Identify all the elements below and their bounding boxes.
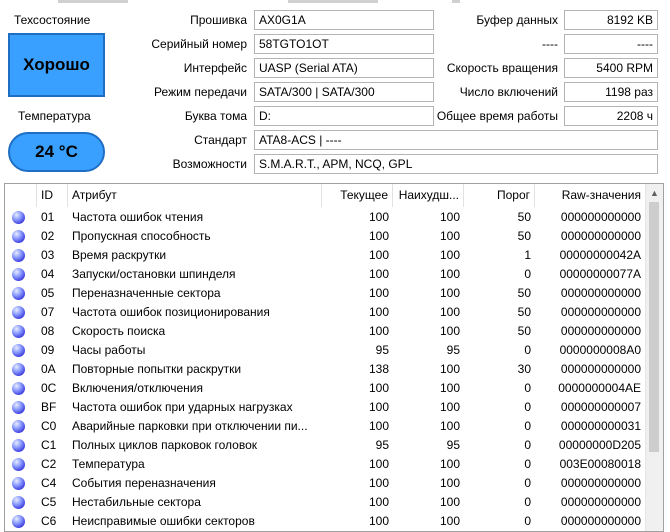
- health-label: Техсостояние: [14, 13, 91, 27]
- power-count-field: 1198 раз: [564, 82, 658, 102]
- table-row[interactable]: [5, 436, 645, 455]
- temperature-label: Температура: [18, 109, 91, 123]
- title-strip-segment: [288, 0, 378, 3]
- cell-raw: 000000000000: [560, 305, 641, 319]
- status-dot-icon: [12, 306, 25, 319]
- cell-current: 138: [368, 362, 389, 376]
- interface-field: UASP (Serial ATA): [254, 58, 434, 78]
- cell-raw: 000000000000: [560, 286, 641, 300]
- transfer-mode-label: Режим передачи: [154, 85, 247, 99]
- power-hours-field: 2208 ч: [564, 106, 658, 126]
- cell-attr: События переназначения: [72, 476, 216, 490]
- cell-current: 100: [368, 324, 389, 338]
- cell-raw: 000000000031: [560, 419, 641, 433]
- cell-worst: 100: [439, 229, 460, 243]
- header-worst[interactable]: Наихудш...: [393, 184, 464, 207]
- cell-attr: Температура: [72, 457, 145, 471]
- status-dot-icon: [12, 496, 25, 509]
- rotation-speed-field: 5400 RPM: [564, 58, 658, 78]
- cell-current: 100: [368, 457, 389, 471]
- status-dot-icon: [12, 344, 25, 357]
- table-row[interactable]: [5, 341, 645, 360]
- title-strip-segment: [58, 0, 128, 3]
- cell-worst: 100: [439, 324, 460, 338]
- cell-threshold: 0: [524, 419, 531, 433]
- table-row[interactable]: [5, 208, 645, 227]
- cell-id: 01: [41, 210, 55, 224]
- temperature-button[interactable]: 24 °C: [8, 132, 105, 172]
- status-dot-icon: [12, 249, 25, 262]
- cell-id: C0: [41, 419, 57, 433]
- table-row[interactable]: [5, 417, 645, 436]
- cell-raw: 0000000004AE: [558, 381, 641, 395]
- table-row[interactable]: [5, 360, 645, 379]
- cell-worst: 100: [439, 495, 460, 509]
- volume-letter-label: Буква тома: [184, 109, 247, 123]
- cell-raw: 00000000042A: [559, 248, 641, 262]
- table-row[interactable]: [5, 227, 645, 246]
- status-dot-icon: [12, 420, 25, 433]
- cell-attr: Аварийные парковки при отключении пи...: [72, 419, 308, 433]
- cell-worst: 100: [439, 362, 460, 376]
- status-dot-icon: [12, 382, 25, 395]
- table-header: [5, 184, 645, 207]
- vertical-scrollbar[interactable]: [645, 184, 663, 531]
- cell-threshold: 0: [524, 438, 531, 452]
- cell-worst: 100: [439, 381, 460, 395]
- cell-worst: 100: [439, 514, 460, 528]
- cell-id: C1: [41, 438, 57, 452]
- cell-current: 100: [368, 495, 389, 509]
- cell-id: C5: [41, 495, 57, 509]
- cell-id: 0A: [41, 362, 56, 376]
- cell-attr: Неисправимые ошибки секторов: [72, 514, 255, 528]
- transfer-mode-field: SATA/300 | SATA/300: [254, 82, 434, 102]
- cell-current: 95: [375, 438, 389, 452]
- cell-worst: 100: [439, 305, 460, 319]
- standard-label: Стандарт: [194, 133, 247, 147]
- cell-attr: Переназначенные сектора: [72, 286, 221, 300]
- cell-worst: 100: [439, 267, 460, 281]
- power-count-label: Число включений: [459, 85, 558, 99]
- interface-label: Интерфейс: [183, 61, 247, 75]
- cell-id: BF: [41, 400, 57, 414]
- cell-worst: 95: [446, 343, 460, 357]
- cell-attr: Пропускная способность: [72, 229, 211, 243]
- cell-worst: 100: [439, 210, 460, 224]
- cell-id: 02: [41, 229, 55, 243]
- cell-current: 100: [368, 400, 389, 414]
- features-field: S.M.A.R.T., APM, NCQ, GPL: [254, 154, 658, 174]
- table-row[interactable]: [5, 398, 645, 417]
- cell-attr: Полных циклов парковок головок: [72, 438, 258, 452]
- table-row[interactable]: [5, 379, 645, 398]
- cell-id: C4: [41, 476, 57, 490]
- status-dot-icon: [12, 515, 25, 528]
- cell-raw: 000000000000: [560, 514, 641, 528]
- buffer-label: Буфер данных: [476, 13, 558, 27]
- cell-attr: Часы работы: [72, 343, 146, 357]
- serial-field: 58TGTO1OT: [254, 34, 434, 54]
- cell-current: 100: [368, 248, 389, 262]
- cell-worst: 100: [439, 400, 460, 414]
- smart-attributes-table: [4, 183, 664, 532]
- cell-threshold: 50: [517, 305, 531, 319]
- cell-current: 100: [368, 229, 389, 243]
- cell-raw: 000000000000: [560, 324, 641, 338]
- power-hours-label: Общее время работы: [436, 109, 558, 123]
- table-row[interactable]: [5, 493, 645, 512]
- cell-id: 03: [41, 248, 55, 262]
- cell-raw: 000000000007: [560, 400, 641, 414]
- cell-id: C2: [41, 457, 57, 471]
- health-status-button[interactable]: Хорошо: [8, 33, 105, 97]
- table-row[interactable]: [5, 474, 645, 493]
- cell-attr: Частота ошибок позиционирования: [72, 305, 270, 319]
- status-dot-icon: [12, 458, 25, 471]
- cell-id: 05: [41, 286, 55, 300]
- features-label: Возможности: [172, 157, 247, 171]
- cell-attr: Частота ошибок чтения: [72, 210, 204, 224]
- cell-threshold: 0: [524, 495, 531, 509]
- cell-id: 07: [41, 305, 55, 319]
- cell-worst: 100: [439, 476, 460, 490]
- cell-attr: Нестабильные сектора: [72, 495, 201, 509]
- cell-raw: 000000000000: [560, 210, 641, 224]
- table-row[interactable]: [5, 265, 645, 284]
- table-row[interactable]: [5, 455, 645, 474]
- status-dot-icon: [12, 363, 25, 376]
- cell-attr: Включения/отключения: [72, 381, 203, 395]
- cell-current: 100: [368, 286, 389, 300]
- table-row[interactable]: [5, 512, 645, 531]
- cell-raw: 00000000D205: [558, 438, 641, 452]
- cell-threshold: 0: [524, 343, 531, 357]
- table-row[interactable]: [5, 246, 645, 265]
- header-raw-values[interactable]: Raw-значения: [561, 188, 641, 202]
- status-dot-icon: [12, 325, 25, 338]
- cell-threshold: 50: [517, 286, 531, 300]
- header-current[interactable]: Текущее: [322, 184, 393, 207]
- cell-current: 100: [368, 381, 389, 395]
- cell-worst: 95: [446, 438, 460, 452]
- cell-raw: 000000000000: [560, 495, 641, 509]
- firmware-field: AX0G1A: [254, 10, 434, 30]
- cell-threshold: 0: [524, 457, 531, 471]
- status-dot-icon: [12, 268, 25, 281]
- cell-raw: 000000000000: [560, 362, 641, 376]
- cell-attr: Повторные попытки раскрутки: [72, 362, 242, 376]
- cell-id: 0C: [41, 381, 57, 395]
- table-row[interactable]: [5, 303, 645, 322]
- status-dot-icon: [12, 287, 25, 300]
- table-row[interactable]: [5, 322, 645, 341]
- cell-id: 09: [41, 343, 55, 357]
- status-dot-icon: [12, 211, 25, 224]
- cell-attr: Запуски/остановки шпинделя: [72, 267, 236, 281]
- cell-worst: 100: [439, 457, 460, 471]
- cell-current: 100: [368, 514, 389, 528]
- cell-raw: 000000000000: [560, 229, 641, 243]
- cell-threshold: 0: [524, 381, 531, 395]
- cell-threshold: 50: [517, 210, 531, 224]
- cell-attr: Время раскрутки: [72, 248, 167, 262]
- cell-attr: Скорость поиска: [72, 324, 166, 338]
- cell-current: 100: [368, 305, 389, 319]
- cell-current: 100: [368, 419, 389, 433]
- cell-current: 100: [368, 210, 389, 224]
- blank-field: ----: [564, 34, 658, 54]
- cell-threshold: 50: [517, 229, 531, 243]
- cell-threshold: 0: [524, 476, 531, 490]
- header-threshold[interactable]: Порог: [464, 184, 535, 207]
- serial-label: Серийный номер: [151, 37, 247, 51]
- cell-threshold: 0: [524, 267, 531, 281]
- status-dot-icon: [12, 230, 25, 243]
- firmware-label: Прошивка: [190, 13, 247, 27]
- status-dot-icon: [12, 477, 25, 490]
- cell-threshold: 0: [524, 514, 531, 528]
- cell-raw: 00000000077A: [559, 267, 641, 281]
- cell-id: C6: [41, 514, 57, 528]
- cell-id: 08: [41, 324, 55, 338]
- cell-current: 95: [375, 343, 389, 357]
- cell-raw: 000000000000: [560, 476, 641, 490]
- title-strip-segment: [452, 0, 460, 3]
- cell-worst: 100: [439, 419, 460, 433]
- header-status[interactable]: [5, 184, 37, 207]
- volume-letter-field: D:: [254, 106, 434, 126]
- rotation-speed-label: Скорость вращения: [446, 61, 558, 75]
- standard-field: ATA8-ACS | ----: [254, 130, 658, 150]
- cell-worst: 100: [439, 286, 460, 300]
- cell-raw: 0000000008A0: [559, 343, 641, 357]
- cell-threshold: 50: [517, 324, 531, 338]
- scroll-up-arrow-icon[interactable]: ▲: [650, 187, 659, 198]
- cell-attr: Частота ошибок при ударных нагрузках: [72, 400, 293, 414]
- scrollbar-thumb[interactable]: [649, 202, 659, 452]
- cell-threshold: 0: [524, 400, 531, 414]
- buffer-field: 8192 KB: [564, 10, 658, 30]
- cell-worst: 100: [439, 248, 460, 262]
- table-row[interactable]: [5, 284, 645, 303]
- status-dot-icon: [12, 401, 25, 414]
- status-dot-icon: [12, 439, 25, 452]
- header-id[interactable]: ID: [37, 184, 68, 207]
- cell-current: 100: [368, 476, 389, 490]
- cell-threshold: 30: [517, 362, 531, 376]
- cell-current: 100: [368, 267, 389, 281]
- blank-label: ----: [542, 37, 558, 51]
- cell-threshold: 1: [524, 248, 531, 262]
- cell-id: 04: [41, 267, 55, 281]
- cell-raw: 003E00080018: [559, 457, 641, 471]
- title-strip: [0, 0, 670, 6]
- header-attribute[interactable]: Атрибут: [68, 184, 322, 207]
